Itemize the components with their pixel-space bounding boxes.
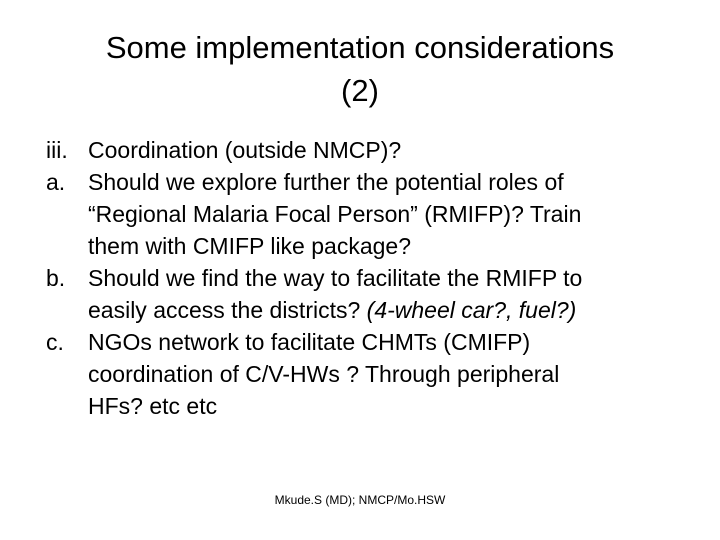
bullet-list [46,134,706,422]
list-item-text: coordination of C/V-HWs ? Through peripheral [88,361,560,387]
list-marker: iii. [46,137,68,163]
list-item-text: Should we find the way to facilitate the RMIFP to [88,265,583,291]
list-item-text: Coordination (outside NMCP)? [88,137,402,163]
list-item-text: NGOs network to facilitate CHMTs (CMIFP) [88,329,531,355]
list-item-italic-note: (4-wheel car?, fuel?) [366,297,577,323]
list-item-text: Should we explore further the potential roles of [88,169,564,195]
title-line-1: Some implementation considerations [105,30,615,65]
list-marker: a. [46,169,66,195]
list-item-text: “Regional Malaria Focal Person” (RMIFP)? Train [88,201,582,227]
list-item-text: easily access the districts? [88,297,367,323]
list-item-iii [46,134,706,166]
slide-footer: Mkude.S (MD); NMCP/Mo.HSW [274,493,446,507]
list-item-text-line [88,294,706,326]
title-line-2: (2) [341,73,379,108]
list-item-text: HFs? etc etc [88,393,218,419]
list-item-c [46,326,706,422]
list-item-a [46,166,706,262]
slide-title [36,26,684,112]
list-marker: b. [46,265,66,291]
list-item-b [46,262,706,326]
list-item-text: them with CMIFP like package? [88,233,411,259]
list-marker: c. [46,329,64,355]
